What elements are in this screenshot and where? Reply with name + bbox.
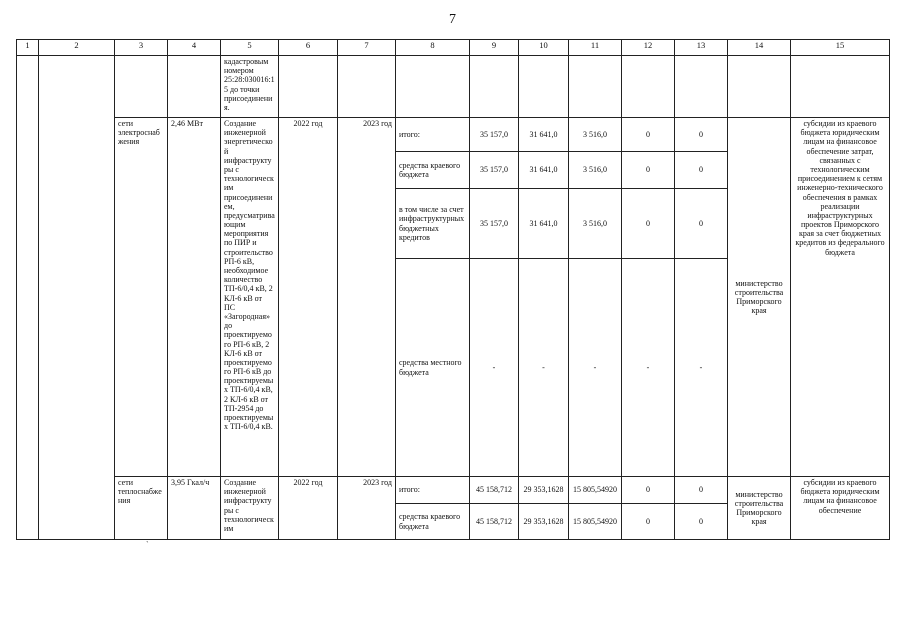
cell-empty — [675, 56, 728, 118]
value-col12: 0 — [622, 189, 675, 259]
description: Создание инженерной инфраструктуры с технологическим — [221, 477, 279, 540]
value-col13: 0 — [675, 152, 728, 189]
col-header: 15 — [791, 40, 890, 56]
end-year: 2023 год — [338, 477, 396, 540]
value-col11: 3 516,0 — [569, 118, 622, 152]
value-col10: 31 641,0 — [519, 152, 569, 189]
description-continuation: кадастровым номером 25:28:030016:15 до точки присоединения. — [221, 56, 279, 118]
cell-empty — [728, 56, 791, 118]
financing-table — [16, 39, 890, 540]
header-row — [17, 40, 890, 56]
table-row — [17, 56, 890, 118]
capacity: 3,95 Гкал/ч — [168, 477, 221, 540]
table-row — [17, 118, 890, 152]
responsible-body: министерство строительства Приморского края — [728, 477, 791, 540]
cell-empty — [279, 56, 338, 118]
col-header: 13 — [675, 40, 728, 56]
value-col13: 0 — [675, 189, 728, 259]
value-col11: 15 805,54920 — [569, 504, 622, 540]
value-col9: 35 157,0 — [470, 118, 519, 152]
col-header: 9 — [470, 40, 519, 56]
cell-empty — [791, 56, 890, 118]
table-row — [17, 477, 890, 504]
value-col12: 0 — [622, 118, 675, 152]
end-year: 2023 год — [338, 118, 396, 477]
cell-empty — [519, 56, 569, 118]
description: Создание инженерной энергетической инфраструктуры с технологическим присоединением, предусматривающим мероприятия по ПИР и строительство РП-6 кВ, необходимое количество ТП-6/0,4 кВ, 2 КЛ-6 кВ от ПС «Загородная» до проектируемого РП-6 кВ, 2 КЛ-6 кВ от проектируемого РП-6 кВ до проектируемых ТП-6/0,4 кВ, 2 КЛ-6 кВ от ТП-2954 до проектируемых ТП-6/0,4 кВ. — [221, 118, 279, 477]
value-col13: - — [675, 259, 728, 477]
value-col11: 15 805,54920 — [569, 477, 622, 504]
capacity: 2,46 МВт — [168, 118, 221, 477]
col-header: 4 — [168, 40, 221, 56]
cell-empty — [338, 56, 396, 118]
note: субсидии из краевого бюджета юридическим лицам на финансовое обеспечение — [791, 477, 890, 540]
cell-empty — [622, 56, 675, 118]
value-col9: 35 157,0 — [470, 189, 519, 259]
start-year: 2022 год — [279, 118, 338, 477]
col-header: 6 — [279, 40, 338, 56]
value-col9: 35 157,0 — [470, 152, 519, 189]
col-header: 2 — [39, 40, 115, 56]
responsible-body: министерство строительства Приморского края — [728, 118, 791, 477]
value-col12: - — [622, 259, 675, 477]
funding-label: средства краевого бюджета — [396, 152, 470, 189]
col-header: 5 — [221, 40, 279, 56]
col-header: 8 — [396, 40, 470, 56]
col-header: 11 — [569, 40, 622, 56]
value-col13: 0 — [675, 118, 728, 152]
cell-empty — [470, 56, 519, 118]
value-col10: 29 353,1628 — [519, 504, 569, 540]
value-col9: - — [470, 259, 519, 477]
value-col9: 45 158,712 — [470, 477, 519, 504]
col-header: 3 — [115, 40, 168, 56]
col-header: 10 — [519, 40, 569, 56]
value-col13: 0 — [675, 504, 728, 540]
note: субсидии из краевого бюджета юридическим лицам на финансовое обеспечение затрат, связанных с технологическим присоединением к сетям инженерно-технического обеспечения в рамках реализации инфраструктурных проектов Приморского края за счет бюджетных кредитов из федерального бюджета — [791, 118, 890, 477]
col-header: 12 — [622, 40, 675, 56]
page-number: 7 — [449, 12, 456, 27]
value-col11: 3 516,0 — [569, 189, 622, 259]
col-header: 7 — [338, 40, 396, 56]
col-header: 14 — [728, 40, 791, 56]
value-col10: 31 641,0 — [519, 189, 569, 259]
cell-empty — [168, 56, 221, 118]
value-col10: 31 641,0 — [519, 118, 569, 152]
value-col10: 29 353,1628 — [519, 477, 569, 504]
value-col10: - — [519, 259, 569, 477]
value-col13: 0 — [675, 477, 728, 504]
funding-label: средства краевого бюджета — [396, 504, 470, 540]
cell-empty — [115, 56, 168, 118]
col-header: 1 — [17, 40, 39, 56]
object-name: сети теплоснабжения — [115, 477, 168, 540]
funding-label: средства местного бюджета — [396, 259, 470, 477]
value-col9: 45 158,712 — [470, 504, 519, 540]
value-col12: 0 — [622, 152, 675, 189]
funding-label: итого: — [396, 477, 470, 504]
stray-mark: ` — [146, 540, 149, 549]
funding-label: в том числе за счет инфраструктурных бюджетных кредитов — [396, 189, 470, 259]
funding-label: итого: — [396, 118, 470, 152]
value-col12: 0 — [622, 504, 675, 540]
cell-empty — [39, 56, 115, 540]
value-col11: - — [569, 259, 622, 477]
object-name: сети электроснабжения — [115, 118, 168, 477]
cell-empty — [569, 56, 622, 118]
cell-empty — [17, 56, 39, 540]
value-col12: 0 — [622, 477, 675, 504]
value-col11: 3 516,0 — [569, 152, 622, 189]
start-year: 2022 год — [279, 477, 338, 540]
cell-empty — [396, 56, 470, 118]
